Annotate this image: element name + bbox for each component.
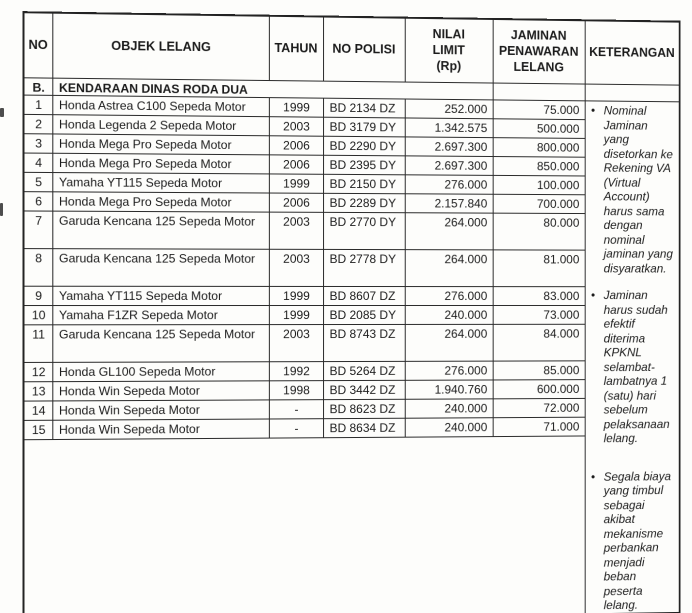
- cell-tahun: 1998: [269, 381, 323, 400]
- table-row: [23, 249, 679, 287]
- cell-objek-lelang: Yamaha YT115 Sepeda Motor: [52, 173, 269, 193]
- cell-no: 15: [23, 420, 52, 439]
- cell-objek-lelang: Garuda Kencana 125 Sepeda Motor: [52, 249, 269, 287]
- cell-jaminan: 600.000: [493, 380, 585, 399]
- cell-objek-lelang: Yamaha YT115 Sepeda Motor: [52, 286, 269, 305]
- cell-tahun: 1999: [269, 306, 323, 325]
- cell-no-polisi: BD 3442 DZ: [323, 380, 405, 399]
- header-row: [23, 12, 679, 84]
- cell-no: 2: [23, 114, 52, 134]
- cell-jaminan: 83.000: [493, 287, 585, 306]
- cell-objek-lelang: Garuda Kencana 125 Sepeda Motor: [52, 325, 269, 363]
- cell-no: 5: [23, 172, 52, 191]
- cell-objek-lelang: Honda Mega Pro Sepeda Motor: [52, 192, 269, 212]
- cell-no: 12: [23, 362, 52, 381]
- col-header-no-polisi: NO POLISI: [323, 17, 405, 82]
- cell-no-polisi: BD 2085 DY: [323, 305, 405, 324]
- col-header-nilai-limit: [405, 18, 493, 83]
- cell-jaminan: 84.000: [493, 324, 585, 361]
- table-row: [23, 361, 679, 382]
- cell-nilai-limit: 276.000: [405, 175, 493, 194]
- header-line: NILAI: [432, 27, 465, 42]
- empty-cell: [493, 83, 585, 101]
- auction-lot-table: [22, 11, 680, 613]
- table-row: [23, 211, 679, 250]
- cell-tahun: 1992: [269, 362, 323, 381]
- cell-no: 14: [23, 401, 52, 420]
- empty-cell: [23, 436, 584, 613]
- cell-tahun: 1999: [269, 174, 323, 193]
- cell-tahun: 2003: [269, 249, 323, 286]
- keterangan-note: [591, 469, 674, 613]
- cell-no: 6: [23, 192, 52, 211]
- cell-nilai-limit: 252.000: [405, 99, 493, 119]
- keterangan-note: [591, 288, 674, 446]
- auction-table-sheet: [22, 11, 678, 613]
- cell-objek-lelang: Honda Mega Pro Sepeda Motor: [52, 134, 269, 155]
- cell-no-polisi: BD 2778 DY: [323, 249, 405, 286]
- note-text: Segala biaya yang timbul sebagai akibat mekanisme perbankan menjadi beban peserta lelang.: [603, 468, 671, 613]
- cell-nilai-limit: 2.697.300: [405, 156, 493, 176]
- col-header-no: NO: [23, 12, 52, 77]
- cell-objek-lelang: Honda GL100 Sepeda Motor: [52, 362, 269, 382]
- cell-nilai-limit: 240.000: [405, 305, 493, 324]
- cell-tahun: 1999: [269, 286, 323, 305]
- cell-objek-lelang: Yamaha F1ZR Sepeda Motor: [52, 306, 269, 325]
- cell-nilai-limit: 264.000: [405, 324, 493, 361]
- cell-no-polisi: BD 2770 DY: [323, 212, 405, 249]
- cell-jaminan: 700.000: [493, 194, 585, 213]
- cell-nilai-limit: 276.000: [405, 361, 493, 380]
- cell-nilai-limit: 240.000: [405, 418, 493, 437]
- cell-tahun: 2003: [269, 117, 323, 137]
- col-header-keterangan: KETERANGAN: [585, 20, 680, 84]
- cell-tahun: -: [269, 419, 323, 438]
- cell-no: 9: [23, 286, 52, 305]
- cell-tahun: 1999: [269, 98, 323, 118]
- cell-objek-lelang: Honda Mega Pro Sepeda Motor: [52, 153, 269, 174]
- cell-jaminan: 500.000: [493, 119, 585, 139]
- col-header-objek-lelang: OBJEK LELANG: [52, 13, 269, 80]
- cell-tahun: 2006: [269, 193, 323, 212]
- cell-no: 1: [23, 95, 52, 115]
- keterangan-note: [591, 103, 674, 275]
- cell-no: 11: [23, 325, 52, 363]
- cell-nilai-limit: 264.000: [405, 213, 493, 250]
- section-title: KENDARAAN DINAS RODA DUA: [52, 78, 492, 100]
- cell-jaminan: 100.000: [493, 175, 585, 194]
- cell-jaminan: 75.000: [493, 100, 585, 120]
- col-header-jaminan-penawaran-lelang: [493, 19, 585, 84]
- cell-no-polisi: BD 2395 DY: [323, 155, 405, 175]
- cell-nilai-limit: 1.342.575: [405, 118, 493, 138]
- cell-tahun: 2006: [269, 155, 323, 174]
- cell-jaminan: 800.000: [493, 138, 585, 158]
- section-letter: B.: [23, 77, 52, 95]
- cell-nilai-limit: 1.940.760: [405, 380, 493, 399]
- cell-jaminan: 850.000: [493, 157, 585, 176]
- cell-jaminan: 85.000: [493, 361, 585, 380]
- cell-tahun: 2006: [269, 136, 323, 155]
- cell-tahun: -: [269, 400, 323, 419]
- cell-objek-lelang: Honda Astrea C100 Sepeda Motor: [52, 95, 269, 116]
- cell-no-polisi: BD 8607 DZ: [323, 286, 405, 305]
- cell-no-polisi: BD 5264 DZ: [323, 361, 405, 380]
- empty-cell: [585, 84, 680, 102]
- cell-no-polisi: BD 8634 DZ: [323, 418, 405, 438]
- cell-no-polisi: BD 2150 DY: [323, 174, 405, 193]
- cell-tahun: 2003: [269, 212, 323, 249]
- cell-no-polisi: BD 8743 DZ: [323, 324, 405, 361]
- cell-jaminan: 71.000: [493, 417, 585, 436]
- scan-artifact: [0, 203, 3, 216]
- cell-nilai-limit: 2.157.840: [405, 194, 493, 213]
- cell-no: 3: [23, 134, 52, 154]
- cell-nilai-limit: 2.697.300: [405, 137, 493, 157]
- header-line: LIMIT: [432, 43, 465, 58]
- cell-nilai-limit: 276.000: [405, 287, 493, 306]
- header-line: (Rp): [436, 59, 462, 74]
- cell-objek-lelang: Honda Win Sepeda Motor: [52, 419, 269, 440]
- scan-artifact: [0, 108, 4, 117]
- cell-no: 8: [23, 249, 52, 287]
- note-text: Nominal Jaminan yang disetorkan ke Rekening VA (Virtual Account) harus sama dengan nominal jaminan yang disyaratkan.: [603, 103, 673, 275]
- cell-jaminan: 72.000: [493, 398, 585, 417]
- header-line: LELANG: [513, 60, 564, 75]
- cell-nilai-limit: 264.000: [405, 250, 493, 287]
- cell-jaminan: 81.000: [493, 250, 585, 287]
- cell-objek-lelang: Honda Legenda 2 Sepeda Motor: [52, 115, 269, 136]
- cell-no-polisi: BD 2290 DY: [323, 136, 405, 156]
- cell-no: 7: [23, 211, 52, 249]
- cell-objek-lelang: Honda Win Sepeda Motor: [52, 400, 269, 420]
- cell-no-polisi: BD 2134 DZ: [323, 98, 405, 118]
- cell-no: 4: [23, 153, 52, 173]
- cell-tahun: 2003: [269, 325, 323, 362]
- keterangan-notes-cell: [585, 101, 680, 613]
- cell-jaminan: 73.000: [493, 305, 585, 324]
- cell-no-polisi: BD 2289 DY: [323, 193, 405, 212]
- bullet-icon: •: [591, 469, 596, 484]
- note-text: Jaminan harus sudah efektif diterima KPKNL selambat-lambatnya 1 (satu) hari sebelum pelaksanaan lelang.: [603, 288, 670, 446]
- cell-objek-lelang: Honda Win Sepeda Motor: [52, 381, 269, 401]
- table-row: [23, 305, 679, 324]
- table-row: [23, 286, 679, 305]
- cell-no: 10: [23, 306, 52, 325]
- header-line: PENAWARAN: [498, 44, 579, 60]
- cell-no-polisi: BD 3179 DY: [323, 117, 405, 137]
- cell-jaminan: 80.000: [493, 213, 585, 250]
- cell-objek-lelang: Garuda Kencana 125 Sepeda Motor: [52, 211, 269, 249]
- col-header-tahun: TAHUN: [269, 16, 323, 81]
- table-row: [23, 324, 679, 362]
- empty-filler-row: [23, 435, 679, 613]
- bullet-icon: •: [591, 103, 596, 118]
- cell-nilai-limit: 240.000: [405, 399, 493, 418]
- header-line: JAMINAN: [510, 28, 567, 44]
- cell-no-polisi: BD 8623 DZ: [323, 399, 405, 418]
- bullet-icon: •: [591, 288, 596, 303]
- cell-no: 13: [23, 382, 52, 401]
